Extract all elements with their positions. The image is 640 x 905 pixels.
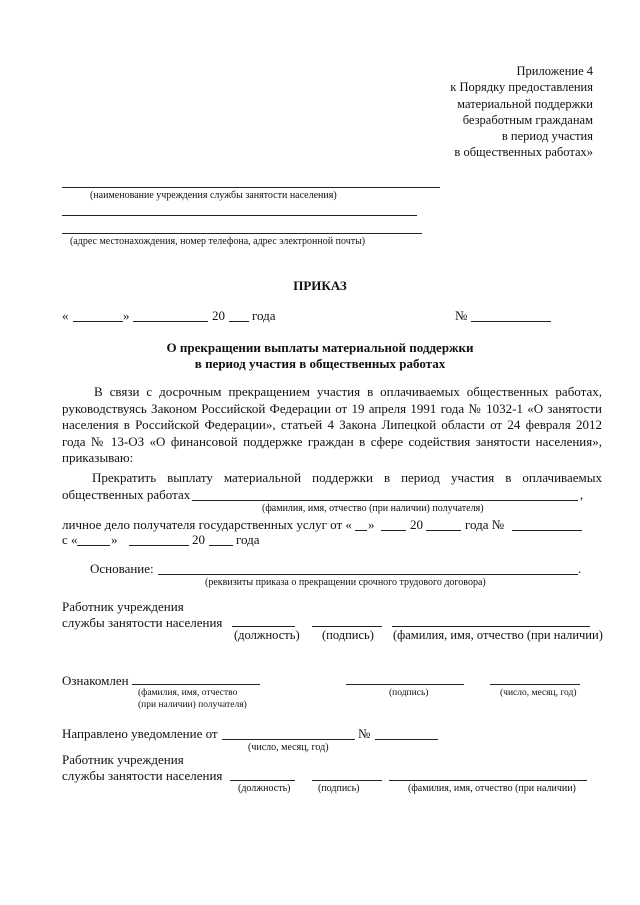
signature2-position-field[interactable] xyxy=(230,780,295,781)
stop-payment-line-2-prefix: общественных работах xyxy=(62,487,191,502)
institution-line[interactable] xyxy=(62,187,440,188)
basis-suffix: . xyxy=(578,561,582,576)
acquainted-date-caption: (число, месяц, год) xyxy=(500,688,577,698)
address-line-2[interactable] xyxy=(62,233,422,234)
recipient-fio-caption: (фамилия, имя, отчество (при наличии) получателя) xyxy=(262,503,484,514)
acquainted-signature-caption: (подпись) xyxy=(389,688,429,698)
signature1-fio-field[interactable] xyxy=(392,626,590,627)
annex-line-6: в общественных работах» xyxy=(454,145,593,160)
order-date-year-prefix: 20 xyxy=(212,308,225,323)
personal-file-mid: » xyxy=(368,517,375,532)
acquainted-fio-caption-line-2: (при наличии) получателя) xyxy=(138,700,247,710)
basis-label: Основание: xyxy=(90,561,154,576)
signature2-signature-field[interactable] xyxy=(312,780,382,781)
signature2-label-line-1: Работник учреждения xyxy=(62,752,184,767)
signature1-label-line-2: службы занятости населения xyxy=(62,615,223,630)
signature1-label-line-1: Работник учреждения xyxy=(62,599,184,614)
signature1-signature-caption: (подпись) xyxy=(322,628,374,642)
signature2-label-line-2: службы занятости населения xyxy=(62,768,223,783)
since-prefix: с « xyxy=(62,532,78,547)
acquainted-fio-caption-line-1: (фамилия, имя, отчество xyxy=(138,688,238,698)
annex-line-3: материальной поддержки xyxy=(457,96,593,111)
annex-line-4: безработным гражданам xyxy=(462,112,593,127)
order-date-year-field[interactable] xyxy=(229,321,249,322)
acquainted-signature-field[interactable] xyxy=(346,684,464,685)
acquainted-fio-field[interactable] xyxy=(132,684,260,685)
basis-field[interactable] xyxy=(158,574,578,575)
institution-caption: (наименование учреждения службы занятости населения) xyxy=(90,190,337,201)
since-month-field[interactable] xyxy=(129,545,189,546)
order-date-month-field[interactable] xyxy=(133,321,208,322)
signature2-position-caption: (должность) xyxy=(238,783,291,794)
annex-line-2: к Порядку предоставления xyxy=(450,80,593,95)
acquainted-date-field[interactable] xyxy=(490,684,580,685)
notice-number-sign: № xyxy=(358,726,371,741)
personal-file-number-field[interactable] xyxy=(512,530,582,531)
since-year-field[interactable] xyxy=(209,545,233,546)
order-number-field[interactable] xyxy=(471,321,551,322)
order-subject-line-2: в период участия в общественных работах xyxy=(194,356,446,371)
order-date-day-field[interactable] xyxy=(73,321,123,322)
notice-date-caption: (число, месяц, год) xyxy=(248,742,329,753)
notice-date-field[interactable] xyxy=(222,739,355,740)
basis-caption: (реквизиты приказа о прекращении срочного трудового договора) xyxy=(205,577,486,588)
signature2-signature-caption: (подпись) xyxy=(318,783,360,794)
recipient-fio-field[interactable] xyxy=(192,500,578,501)
annex-line-5: в период участия xyxy=(501,129,593,144)
personal-file-year: 20 xyxy=(410,517,423,532)
annex-line-1: Приложение 4 xyxy=(516,64,593,78)
order-date-open: « xyxy=(62,308,69,323)
signature2-fio-field[interactable] xyxy=(389,780,587,781)
order-subject-line-1: О прекращении выплаты материальной поддержки xyxy=(166,340,474,355)
since-mid: » xyxy=(111,532,118,547)
personal-file-month-field[interactable] xyxy=(381,530,406,531)
order-date-year-suffix: года xyxy=(252,308,276,323)
signature1-signature-field[interactable] xyxy=(312,626,382,627)
signature2-fio-caption: (фамилия, имя, отчество (при наличии) xyxy=(408,783,576,794)
address-caption: (адрес местонахождения, номер телефона, адрес электронной почты) xyxy=(70,236,366,247)
personal-file-year-field[interactable] xyxy=(426,530,461,531)
intro-paragraph: В связи с досрочным прекращением участия в оплачиваемых общественных работах, руководствуясь Законом Российской Федерации от 19 апреля 1991 года № 1032-1 «О занятости населения в Российской Федерации», статьей 4 Закона Липецкой области от 24 февраля 2012 года № 13-ОЗ «О финансовой поддержке граждан в сфере содействия занятости населения», приказываю: xyxy=(62,384,602,465)
since-day-field[interactable] xyxy=(77,545,110,546)
order-number-sign: № xyxy=(455,308,468,323)
order-title: ПРИКАЗ xyxy=(293,278,347,293)
personal-file-text: личное дело получателя государственных услуг от « xyxy=(62,517,352,532)
stop-payment-line-1: Прекратить выплату материальной поддержки в период участия в оплачиваемых xyxy=(92,470,602,485)
address-line-1[interactable] xyxy=(62,215,417,216)
order-date-close: » xyxy=(123,308,130,323)
signature1-fio-caption: (фамилия, имя, отчество (при наличии) xyxy=(393,628,603,642)
since-suffix: года xyxy=(236,532,260,547)
since-year: 20 xyxy=(192,532,205,547)
acquainted-label: Ознакомлен xyxy=(62,673,129,688)
notice-label: Направлено уведомление от xyxy=(62,726,218,741)
signature1-position-caption: (должность) xyxy=(234,628,300,642)
annex-block xyxy=(450,63,593,161)
stop-payment-line-2-suffix: , xyxy=(580,487,584,502)
notice-number-field[interactable] xyxy=(375,739,438,740)
personal-file-year-suffix: года № xyxy=(465,517,505,532)
signature1-position-field[interactable] xyxy=(232,626,295,627)
personal-file-day-field[interactable] xyxy=(355,530,367,531)
